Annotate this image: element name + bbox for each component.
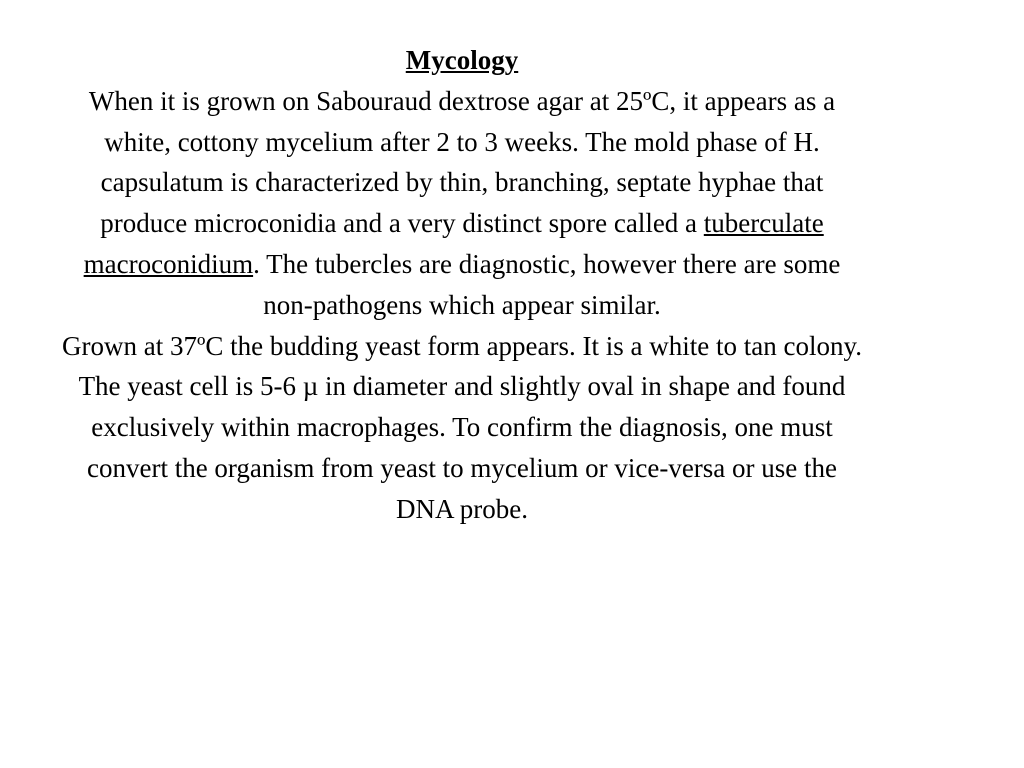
slide-content: [62, 40, 862, 530]
slide-title: Mycology: [405, 45, 519, 75]
paragraph-mold-phase: [62, 81, 862, 326]
paragraph-mold-phase-tail: . The tubercles are diagnostic, however there are some non-pathogens which appear similar.: [253, 248, 841, 320]
paragraph-yeast-phase: Grown at 37ºC the budding yeast form appears. It is a white to tan colony. The yeast cell is 5-6 µ in diameter and slightly oval in shape and found exclusively within macrophages. To confirm the diagnosis, one must convert the organism from yeast to mycelium or vice-versa or use the DNA probe.: [62, 330, 862, 524]
underlined-term: tuberculate macroconidium: [83, 208, 824, 279]
paragraph-mold-phase-text: When it is grown on Sabouraud dextrose agar at 25ºC, it appears as a white, cottony mycelium after 2 to 3 weeks. The mold phase of H. capsulatum is characterized by thin, branching, septate hyphae that produce microconidia and a very distinct spore called a: [88, 85, 836, 239]
